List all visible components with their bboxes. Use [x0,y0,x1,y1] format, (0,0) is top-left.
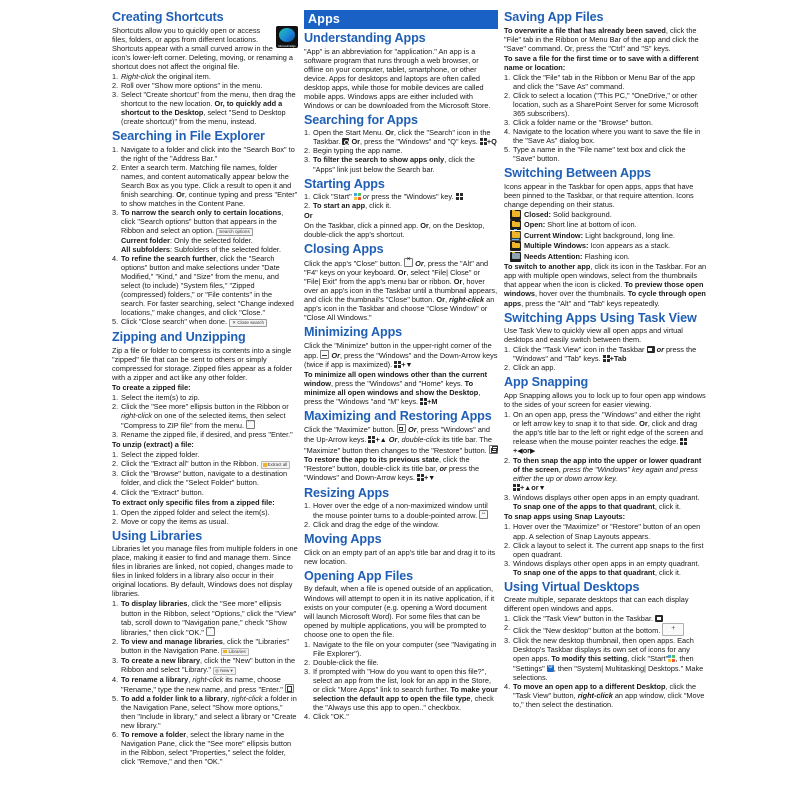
list-item: Click the "Task View" button in the Taskbar. [504,614,707,623]
list-item: To then snap the app into the upper or lower quadrant of the screen, press the "Windows" key again and press either the up or down arrow key. +▲or▼ [513,456,702,493]
task-view-intro: Use Task View to quickly view all open apps and virtual desktops and easily switch between them. [504,326,683,345]
section-heading-understanding-apps: Understanding Apps [304,31,426,45]
app-snapping-intro: App Snapping allows you to lock up to four open app windows to the sides of your screen for easier viewing. [504,390,706,409]
down-arrow-icon: ▼ [538,485,546,493]
up-arrow-icon: ▲ [524,485,532,493]
libraries-chip[interactable] [221,648,248,656]
list-item: Hover over the "Maximize" or "Restore" button of an open app. A selection of Snap Layouts appears. [513,522,701,541]
new-desktop-button-icon[interactable] [662,623,684,636]
zipping-subhead-create: To create a zipped file: [112,383,191,393]
windows-key-icon [480,138,487,145]
windows-key-icon [456,193,463,200]
list-item: Click the new desktop thumbnail, then open apps. Each Desktop's Taskbar displays its own set of icons for any open apps. To modify this setting, click "Start" , then "Settings" ⚙, then "System| Multitasking| Desktops." Make selections. [504,636,707,681]
list-item: Click "Close search" when done. ✕ Close search [112,317,298,327]
microsoft-edge-icon [276,26,298,48]
list-item: Click "OK." [313,712,349,722]
switching-apps-intro: Icons appear in the Taskbar for open apps, apps that have been pinned to the Taskbar, or that require attention. Icons change depending on their status. [504,181,694,209]
section-heading-creating-shortcuts: Creating Shortcuts [112,10,224,24]
section-heading-using-libraries: Using Libraries [112,528,203,543]
section-heading-opening-app-files: Opening App Files [304,568,414,583]
list-item: To remove a folder, select the library name in the Navigation Pane, click the "See more" ellipsis button in the Ribbon, select "Properties," select the folder, click "Remove," and then "OK." [121,730,292,767]
list-item: Navigate to the file on your computer (see "Navigating in File Explorer"). [313,639,497,658]
section-heading-switching-apps-task-view: Switching Apps Using Task View [504,310,697,325]
start-button-icon[interactable] [354,193,361,200]
saving-overwrite-text [504,26,707,53]
windows-key-icon [417,474,424,481]
extract-all-chip[interactable] [261,461,291,469]
list-item: Click the "File" tab in the Ribbon or Menu Bar of the app and click the "Save As" command. [513,72,695,91]
new-label: New [220,667,230,673]
list-item: Move or copy the items as usual. [121,516,229,526]
list-item: Click a folder name or the "Browse" button. [513,117,653,127]
opening-app-files-steps [304,640,498,721]
list-item: Click the "Extract" button. [121,487,204,497]
zipping-extract-steps [112,508,298,526]
list-item: Click to select a location ("This PC," "OneDrive," or other location, such as a SharePoint Server for some Microsoft 365 subscribers). [513,90,699,118]
see-more-ellipsis-icon[interactable] [246,420,255,429]
understanding-apps-intro: "App" is an abbreviation for "application." An app is a software program that runs through a web browser, or offline on your computer, tablet, smartphone, or other device. Apps for desktops and laptops are often called desktop apps, while those for mobile devices are called mobile apps. Windows apps are either included with Windows or can be downloaded from the Microsoft Store. [304,46,491,110]
status-row [504,241,707,251]
task-view-steps [504,345,707,372]
status-row [504,210,707,220]
list-item: Select "Create shortcut" from the menu, then drag the shortcut to the new location. Or, to quickly add a shortcut to the Desktop, select "Send to Desktop (create shortcut)" from the menu, instead. [121,89,296,126]
list-item: On an open app, press the "Windows" and either the right or left arrow key to snap it to that side. Or, click and drag the app's title bar to the left or right edge of the screen and release when the mouse pointer reaches the edge. +◀or▶ [513,409,704,456]
list-item: Click "Start" or press the "Windows" key. [304,192,498,201]
section-heading-using-virtual-desktops: Using Virtual Desktops [504,579,640,594]
section-heading-minimizing-apps: Minimizing Apps [304,325,403,340]
close-search-label: Close search [237,320,265,326]
down-arrow-icon: ▼ [405,361,413,369]
taskbar-icon-closed [510,210,521,220]
zipping-subhead-extract: To extract only specific files from a zipped file: [112,497,275,507]
search-icon[interactable] [342,138,349,145]
maximize-button-icon[interactable] [397,424,406,433]
list-item: To add a folder link to a library, right-click a folder in the Navigation Pane, select "Show more options," then "Include in library," and select a library or "Create new library." [121,693,297,730]
search-options-chip[interactable]: Search options [216,228,253,236]
task-view-icon[interactable] [647,346,655,353]
section-heading-closing-apps: Closing Apps [304,242,384,257]
list-item: Type a name in the "File name" text box and click the "Save" button. [513,145,686,164]
list-item: Click the "Extract all" button in the Ribbon. Extract all [112,459,298,469]
list-item: To refine the search further, click the "Search options" button and make selections under "Date Modified," "Kind," and "Size" from the menu, and select (to include) "System files," "Zipped (compressed) folders," or "File contents" in the search. For faster searching, select "Change indexed locations," make changes, and click "Close." [121,254,294,318]
list-item: Open the Start Menu. Or, click the "Search" icon in the Taskbar. Or, press the "Windows" and "Q" keys. +Q [313,128,497,147]
starting-apps-or-text: On the Taskbar, click a pinned app. Or, on the Desktop, double-click the app's shortcut. [304,221,485,240]
using-libraries-steps [112,599,298,766]
column-right [504,10,709,794]
close-search-chip[interactable]: ✕ Close search [229,319,267,327]
list-item: Right-click the original item. [121,71,211,81]
left-arrow-icon: ◀ [517,448,523,456]
list-item: To narrow the search only to certain locations, click "Search options" button that appears in the Ribbon and select an option. Search options Current folder: Only the selected folder. All subfolders: Subfolders of the selected folder. [121,207,284,254]
status-text: Closed: Solid background. [524,209,612,219]
closing-apps-intro: Click the app's "Close" button. × Or, press the "Alt" and "F4" keys on your keyboard. Or, select "File| Close" or "File| Exit" from the app's menu bar or ribbon. Or, hover over an app's icon in the Taskbar until a thumbnail appears, and click the thumbnail's "Close" button. Or, right-click an app's icon in the Taskbar and choose "Close Window" or "Close All Windows." [304,258,498,322]
list-item: If prompted with "How do you want to open this file?", select an app from the list, look for an app in the Store, or click "More Apps" link to search further. To make your selection the default app to open the file type, check the "Always use this app to open.." checkbox. [313,666,498,713]
list-item: To start an app, click it. [313,201,392,211]
starting-apps-or-label: Or [304,211,313,221]
moving-apps-intro: Click on an empty part of an app's title bar and drag it to its new location. [304,547,496,566]
list-item: Click the "Browse" button, navigate to a destination folder, and click the "Select Folder" button. [121,469,288,488]
down-arrow-icon: ▼ [428,474,436,482]
taskbar-icon-attention [510,252,521,262]
minimizing-apps-intro: Click the "Minimize" button in the upper-right corner of the app. Or, press the "Windows" and the Down-Arrow keys (twice if app is maximized). +▼ To minimize all open windows other than the current window, press the "Windows" and "Home" keys. To minimize all open windows and show the Desktop, press the "Windows "and "M" keys. +M [304,340,498,406]
snap-layouts-steps [504,522,707,576]
section-heading-app-snapping: App Snapping [504,375,589,390]
list-item: Roll over "Show more options" in the menu. [121,80,263,90]
maximizing-apps-intro: Click the "Maximize" button. Or, press "Windows" and the Up-Arrow keys. +▲ Or, double-click its title bar. The "Maximize" button then changes to the "Restore" button. To restore the app to its previous state, click the "Restore" button, double-click its title bar, or press the "Windows" and Down-Arrow keys. +▼ [304,424,498,482]
creating-shortcuts-intro: Shortcuts allow you to quickly open or access files, folders, or apps from different locations. Shortcuts appear with a small curved arrow in the icon's lower-left corner. Deleting, moving, or renaming a shortcut does not affect the original file. [112,25,293,71]
switching-apps-outro: To switch to another app, click its icon in the Taskbar. For an app with multiple open windows, select from the thumbnails that appear when the icon is clicked. To preview those open windows, hover over the thumbnails. To cycle through open apps, press the "Alt" and "Tab" keys repeatedly. [504,262,707,308]
windows-key-icon [680,438,687,445]
list-item: Open the zipped folder and select the item(s). [121,507,270,517]
status-text: Multiple Windows: Icon appears as a stack. [524,241,671,251]
resizing-apps-steps [304,501,498,529]
section-heading-starting-apps: Starting Apps [304,176,385,191]
list-item: Click the "See more" ellipsis button in the Ribbon or right-click on one of the selected items, then select "Compress to ZIP file" from the menu. ··· [112,402,298,430]
saving-subhead: To save a file for the first time or to save with a different name or location: [504,53,699,72]
snap-layouts-subhead: To snap apps using Snap Layouts: [504,512,626,522]
list-item: To move an open app to a different Desktop, click the "Task View" button, right-click an app window, click "Move to," then select the destination. [513,681,705,709]
zipping-create-steps [112,393,298,439]
taskbar-icon-multiple [510,241,521,251]
section-heading-saving-app-files: Saving App Files [504,10,604,24]
resize-cursor-icon [479,510,488,519]
new-button-chip[interactable]: ◎ New ▾ [213,667,236,675]
list-item: Click a layout to select it. The current app snaps to the first open quadrant. [513,540,704,559]
searching-file-explorer-steps [112,145,298,328]
section-heading-resizing-apps: Resizing Apps [304,485,389,500]
app-snapping-steps [504,410,707,512]
right-arrow-icon: ▶ [530,448,536,456]
list-item: Begin typing the app name. [313,146,403,156]
list-item: Windows displays other open apps in an empty quadrant. To snap one of the apps to that quadrant, click it. [513,493,700,512]
see-more-ellipsis-icon[interactable] [206,627,215,636]
overwrite-lead: To overwrite a file that has already been saved [504,25,666,35]
list-item: Double-click the file. [313,657,379,667]
section-heading-searching-for-apps: Searching for Apps [304,112,418,127]
starting-apps-steps [304,192,498,210]
creating-shortcuts-steps [112,72,298,126]
windows-key-icon [603,355,610,362]
list-item: Navigate to a folder and click into the "Search Box" to the right of the "Address Bar." [121,144,295,163]
up-arrow-icon: ▲ [379,436,387,444]
section-heading-zipping-unzipping: Zipping and Unzipping [112,330,246,345]
list-item: Select the item(s) to zip. [121,393,200,403]
task-view-icon[interactable] [655,615,663,622]
saving-app-files-steps [504,73,707,163]
section-heading-moving-apps: Moving Apps [304,532,382,547]
zipping-unzip-steps [112,450,298,496]
opening-app-files-intro: By default, when a file is opened outside of an application, Windows will attempt to open it in its native application, if it exists on your computer (e.g. opening a Word document will launch Microsoft Word). For some files that can be opened by multiple applications, you will be prompted to choose one to open the file. [304,584,495,639]
list-item: Click an app. [513,363,556,373]
taskbar-icon-open [510,220,521,230]
section-heading-maximizing-restoring-apps: Maximizing and Restoring Apps [304,408,492,423]
windows-key-icon [513,484,520,491]
status-text: Current Window: Light background, long line. [524,230,675,240]
extract-icon [263,463,267,467]
list-item: To create a new library, click the "New" button in the Ribbon and select "Library." ◎ New ▾ [121,655,296,674]
virtual-desktops-intro: Create multiple, separate desktops that can each display different open windows and apps. [504,595,689,614]
list-item: Navigate to the location where you want to save the file in the "Save As" dialog box. [513,127,701,146]
restore-button-icon[interactable] [489,445,498,454]
column-middle [304,10,504,794]
searching-for-apps-steps [304,128,498,173]
overwrite-rest: , click the "File" tab in the Ribbon or Menu Bar of the app and click the "Save" command. Or, press the "Ctrl" and "S" keys. [504,25,699,53]
list-item: Rename the zipped file, if desired, and press "Enter." [121,430,293,440]
list-item: Click the "Task View" icon in the Taskbar or press the "Windows" and "Tab" keys. +Tab [513,345,697,364]
library-folder-icon [223,650,227,654]
list-item: Click the "New desktop" button at the bottom. + [504,623,707,636]
zipping-subhead-unzip: To unzip (extract) a file: [112,440,194,450]
virtual-desktops-steps [504,614,707,708]
list-item: To rename a library, right-click its name, choose "Rename," type the new name, and press "Enter." [112,675,298,694]
minimize-button-icon[interactable] [320,350,329,359]
status-row [504,252,707,262]
list-item: Windows displays other open apps in an empty quadrant. To snap one of the apps to that quadrant, click it. [513,558,700,577]
section-heading-searching-file-explorer: Searching in File Explorer [112,129,265,144]
section-heading-switching-between-apps: Switching Between Apps [504,166,652,181]
list-item: Click and drag the edge of the window. [313,520,440,530]
start-button-icon[interactable] [668,655,675,662]
status-text: Needs Attention: Flashing icon. [524,251,630,261]
rename-icon[interactable] [285,684,294,693]
status-row [504,231,707,241]
status-text: Open: Short line at bottom of icon. [524,220,637,230]
using-libraries-intro: Libraries let you manage files from multiple folders in one place, making it easier to find and manage them. Since files in libraries are linked, not copied, changes made to files in linked folders in a library also occur in their original locations. By default, Windows does not display libraries. [112,544,298,599]
zipping-intro: Zip a file or folder to compress its contents into a single "zipped" file that can be sent to others or simply compressed for storage. Zipped files appear as a folder with a zipper and act like any other folder. [112,345,293,382]
list-item: To view and manage libraries, click the "Libraries" button in the Navigation Pane. Libraries [121,636,289,655]
apps-banner: Apps [304,10,498,29]
three-column-layout [8,10,792,794]
list-item: Select the zipped folder. [121,450,200,460]
list-item: Hover over the edge of a non-maximized window until the mouse pointer turns to a double-pointed arrow. ↔ [304,501,498,520]
list-item: Enter a search term. Matching file names, folder names, and content automatically appear below the Search Box as you type. Click a result to open it and finish searching. Or, continue typing and press "Enter" to show matches in the Content Pane. [121,162,298,208]
extract-all-label: Extract all [267,462,288,468]
column-left [8,10,304,794]
gear-icon[interactable] [547,665,554,672]
libraries-label: Libraries [228,648,246,654]
list-item: To display libraries, click the "See more" ellipsis button in the Ribbon, select "Options," click the "View" tab, scroll down to "Navigation pane," check "Show libraries," then click "OK." ··· [112,599,298,636]
status-row [504,220,707,230]
list-item: To filter the search to show apps only, click the "Apps" link just below the Search bar. [313,155,475,174]
close-button-icon[interactable] [404,258,413,267]
